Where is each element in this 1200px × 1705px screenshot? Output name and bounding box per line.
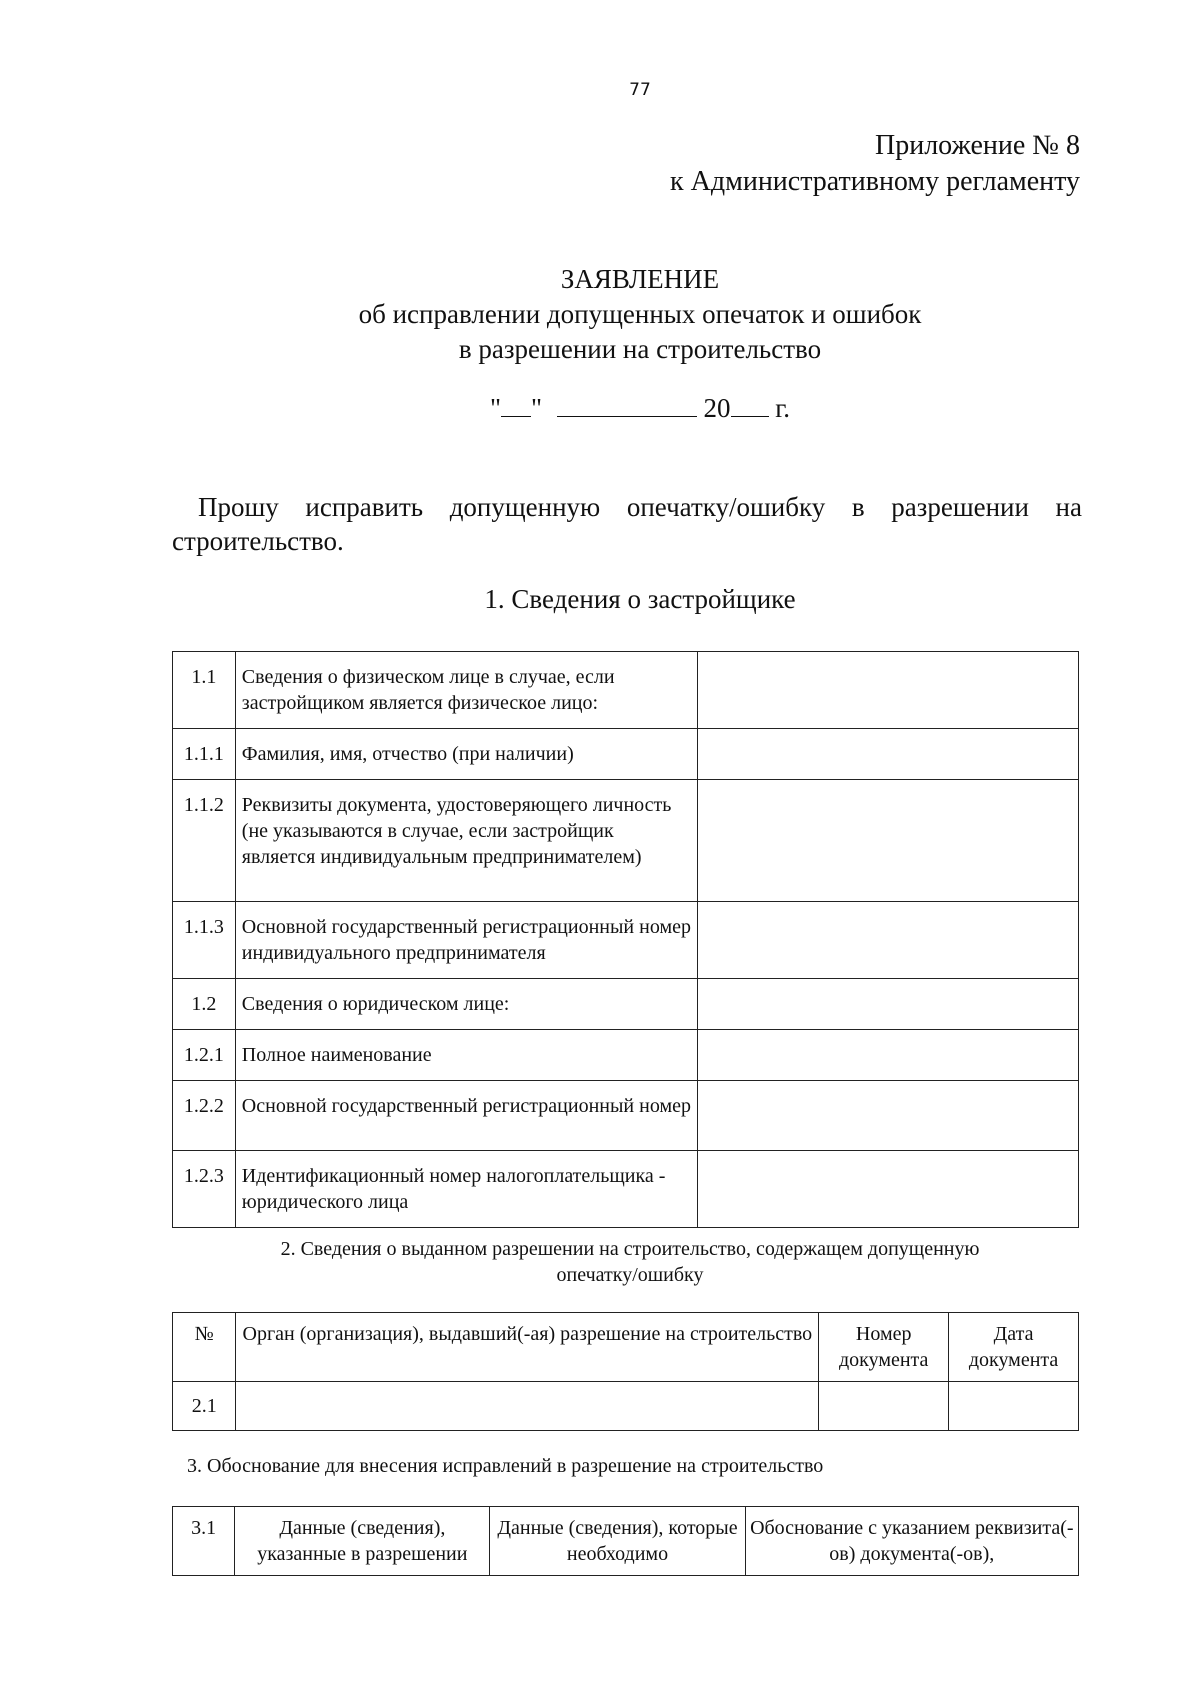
section-1-title: 1. Сведения о застройщике (484, 584, 796, 614)
row-value-field[interactable] (697, 780, 1078, 902)
row-number: 1.2.3 (173, 1151, 236, 1228)
row-value-field[interactable] (697, 652, 1078, 729)
row-label: Сведения о юридическом лице: (235, 979, 697, 1030)
row-label: Основной государственный регистрационный номер индивидуального предпринимателя (235, 902, 697, 979)
year-blank[interactable] (731, 392, 769, 417)
appendix-line-1: Приложение № 8 (875, 130, 1080, 161)
page-number: 77 (629, 80, 651, 100)
section-2-title-line-2: опечатку/ошибку (556, 1264, 704, 1286)
header-number: № (173, 1313, 236, 1382)
document-date-field[interactable] (949, 1382, 1079, 1431)
header-data-in-permit: Данные (сведения), указанные в разрешении (235, 1507, 490, 1576)
section-2-title (0, 1236, 1200, 1288)
table-row (173, 1382, 1079, 1431)
table-row (173, 1507, 1079, 1576)
row-number: 3.1 (173, 1507, 235, 1576)
row-value-field[interactable] (697, 729, 1078, 780)
table-row (173, 729, 1079, 780)
row-number: 1.1.3 (173, 902, 236, 979)
section-3-title: 3. Обоснование для внесения исправлений в разрешение на строительство (187, 1455, 824, 1477)
document-number-field[interactable] (819, 1382, 949, 1431)
row-number: 1.2 (173, 979, 236, 1030)
header-data-to-correct: Данные (сведения), которые необходимо (490, 1507, 745, 1576)
title-main: ЗАЯВЛЕНИЕ (560, 264, 720, 294)
date-line (0, 392, 1200, 424)
request-paragraph: Прошу исправить допущенную опечатку/ошибку в разрешении на строительство. (172, 492, 1082, 556)
quote-close: " (530, 393, 543, 423)
table-row (173, 1030, 1079, 1081)
row-label: Полное наименование (235, 1030, 697, 1081)
table-header-row (173, 1313, 1079, 1382)
header-issuing-authority: Орган (организация), выдавший(-ая) разрешение на строительство (236, 1313, 819, 1382)
permit-info-table (172, 1312, 1079, 1431)
section-2-title-line-1: 2. Сведения о выданном разрешении на строительство, содержащем допущенную (280, 1238, 980, 1260)
table-row (173, 1081, 1079, 1151)
appendix-line-2: к Административному регламенту (670, 166, 1080, 197)
row-number: 2.1 (173, 1382, 236, 1431)
table-row (173, 780, 1079, 902)
year-prefix: 20 (703, 393, 731, 423)
header-document-date: Дата документа (949, 1313, 1079, 1382)
header-document-number: Номер документа (819, 1313, 949, 1382)
row-number: 1.1.2 (173, 780, 236, 902)
table-row (173, 1151, 1079, 1228)
row-number: 1.2.1 (173, 1030, 236, 1081)
table-row (173, 902, 1079, 979)
table-row (173, 652, 1079, 729)
row-label: Фамилия, имя, отчество (при наличии) (235, 729, 697, 780)
issuing-authority-field[interactable] (236, 1382, 819, 1431)
appendix-header (670, 128, 1080, 200)
row-label: Реквизиты документа, удостоверяющего личность (не указываются в случае, если застройщик является индивидуальным предпринимателем) (235, 780, 697, 902)
table-row (173, 979, 1079, 1030)
row-label: Идентификационный номер налогоплательщика - юридического лица (235, 1151, 697, 1228)
row-value-field[interactable] (697, 1081, 1078, 1151)
row-label: Основной государственный регистрационный номер (235, 1081, 697, 1151)
row-value-field[interactable] (697, 1151, 1078, 1228)
day-blank[interactable] (501, 392, 531, 417)
row-number: 1.1 (173, 652, 236, 729)
row-label: Сведения о физическом лице в случае, если застройщиком является физическое лицо: (235, 652, 697, 729)
header-justification: Обоснование с указанием реквизита(-ов) документа(-ов), (745, 1507, 1078, 1576)
row-number: 1.2.2 (173, 1081, 236, 1151)
correction-basis-table (172, 1506, 1079, 1576)
row-number: 1.1.1 (173, 729, 236, 780)
document-title (0, 262, 1200, 367)
row-value-field[interactable] (697, 1030, 1078, 1081)
title-sub-2: в разрешении на строительство (458, 334, 822, 364)
row-value-field[interactable] (697, 979, 1078, 1030)
developer-info-table (172, 651, 1079, 1228)
row-value-field[interactable] (697, 902, 1078, 979)
month-blank[interactable] (557, 392, 697, 417)
title-sub-1: об исправлении допущенных опечаток и ошибок (358, 299, 922, 329)
year-suffix: г. (775, 393, 791, 423)
quote-open: " (489, 393, 501, 423)
